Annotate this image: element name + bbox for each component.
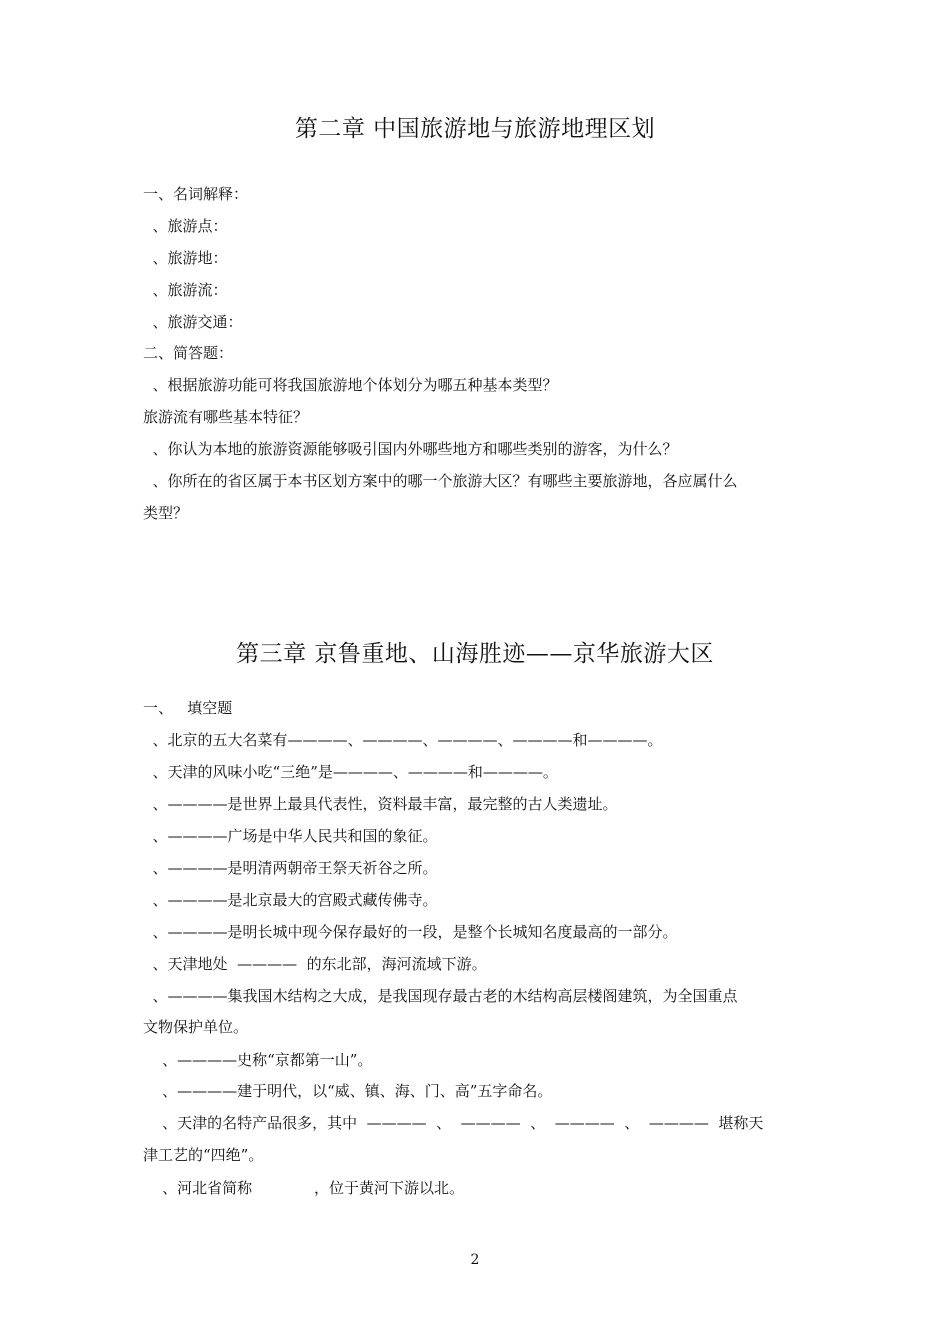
ch2-line: 二、简答题： [143, 344, 234, 362]
ch3-line: 、————集我国木结构之大成，是我国现存最古老的木结构高层楼阁建筑，为全国重点 [143, 987, 738, 1005]
ch2-line: 、旅游流： [143, 281, 228, 299]
ch3-line: 、————是世界上最具代表性，资料最丰富，最完整的古人类遗址。 [143, 795, 618, 813]
ch2-line: 类型？ [143, 504, 189, 522]
ch3-line: 文物保护单位。 [143, 1018, 249, 1036]
ch3-line: 、天津的名特产品很多，其中 ———— 、 ———— 、 ———— 、 ———— 堪称天 [143, 1114, 764, 1132]
ch3-line: 、————广场是中华人民共和国的象征。 [143, 827, 438, 845]
ch3-line: 、天津的风味小吃“三绝”是————、————和————。 [143, 763, 558, 781]
ch2-line: 、你所在的省区属于本书区划方案中的哪一个旅游大区？有哪些主要旅游地，各应属什么 [143, 472, 738, 490]
ch2-line: 、旅游地： [143, 249, 228, 267]
ch3-line: 、————是明清两朝帝王祭天祈谷之所。 [143, 859, 438, 877]
ch2-line: 、旅游交通： [143, 313, 243, 331]
ch3-line: 、————是北京最大的宫殿式藏传佛寺。 [143, 891, 438, 909]
ch3-line: 津工艺的“四绝”。 [143, 1146, 264, 1164]
ch3-line: 一、 填空题 [143, 699, 233, 717]
ch3-line: 、北京的五大名菜有————、————、————、————和————。 [143, 731, 663, 749]
ch2-line: 、你认为本地的旅游资源能够吸引国内外哪些地方和哪些类别的游客，为什么？ [143, 440, 678, 458]
chapter-2-title: 第二章 中国旅游地与旅游地理区划 [294, 116, 656, 142]
ch2-line: 、旅游点： [143, 217, 228, 235]
ch3-line: 、河北省简称 ，位于黄河下游以北。 [143, 1179, 465, 1197]
ch3-line: 、————是明长城中现今保存最好的一段，是整个长城知名度最高的一部分。 [143, 923, 678, 941]
chapter-3-title: 第三章 京鲁重地、山海胜迹——京华旅游大区 [236, 641, 714, 667]
ch2-line: 旅游流有哪些基本特征？ [143, 408, 309, 426]
ch3-line: 、天津地处 ———— 的东北部，海河流域下游。 [143, 955, 487, 973]
ch2-line: 、根据旅游功能可将我国旅游地个体划分为哪五种基本类型？ [143, 376, 558, 394]
page-number: 2 [470, 1252, 480, 1268]
ch3-line: 、————史称“京都第一山”。 [143, 1051, 373, 1069]
ch2-line: 一、名词解释： [143, 185, 249, 203]
ch3-line: 、————建于明代，以“威、镇、海、门、高”五字命名。 [143, 1082, 553, 1100]
